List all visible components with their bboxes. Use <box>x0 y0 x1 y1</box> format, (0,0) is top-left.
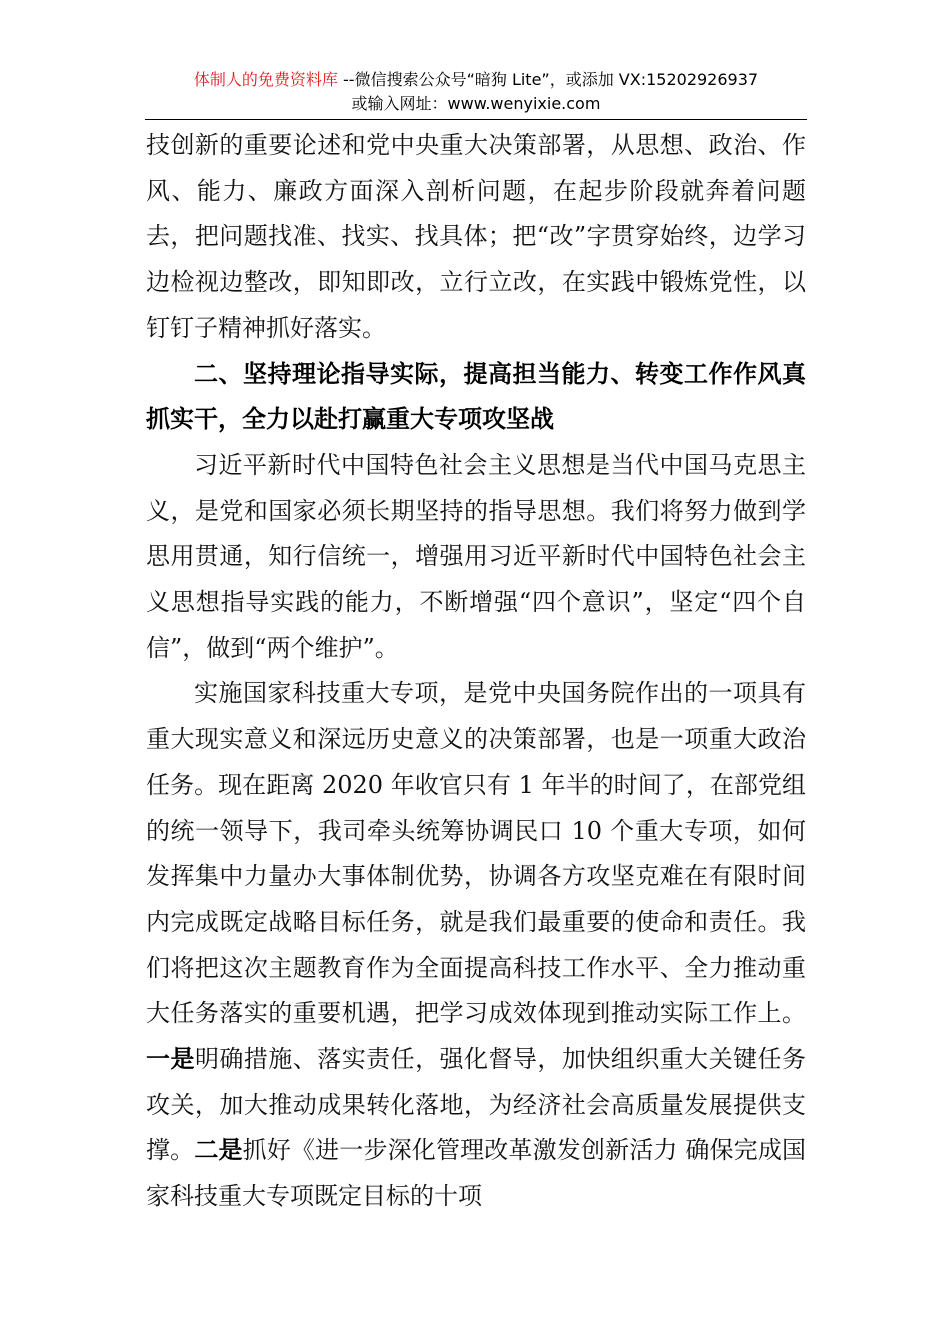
section-heading: 二、坚持理论指导实际，提高担当能力、转变工作作风真抓实干，全力以赴打赢重大专项攻坚战 <box>146 359 806 434</box>
paragraph-2-text-b: 明确措施、落实责任，强化督导，加快组织重大关键任务攻关，加大推动成果转化落地，为经济社会高质量发展提供支撑。 <box>146 1045 807 1165</box>
header-divider <box>145 119 807 120</box>
header-line-1 <box>145 68 807 92</box>
paragraph-2-text-a: 实施国家科技重大专项，是党中央国务院作出的一项具有重大现实意义和深远历史意义的决策部署，也是一项重大政治任务。现在距离 2020 年收官只有 1 年半的时间了，在部党组的统一领导下，我司牵头统筹协调民口 10 个重大专项，如何发挥集中力量办大事体制优势，协调各方攻坚克难在有限时间内完成既定战略目标任务，就是我们最重要的使命和责任。我们将把这次主题教育作为全面提高科技工作水平、全力推动重大任务落实的重要机遇，把学习成效体现到推动实际工作上。 <box>146 679 806 1028</box>
document-body <box>146 123 806 1220</box>
paragraph-continued: 技创新的重要论述和党中央重大决策部署，从思想、政治、作风、能力、廉政方面深入剖析问题，在起步阶段就奔着问题去，把问题找准、找实、找具体；把“改”字贯穿始终，边学习边检视边整改，即知即改，立行立改，在实践中锻炼党性，以钉钉子精神抓好落实。 <box>146 131 806 342</box>
paragraph-2-text-c: 抓好《进一步深化管理改革激发创新活力 确保完成国家科技重大专项既定目标的十项 <box>146 1136 806 1211</box>
header-line-2: 或输入网址：www.wenyixie.com <box>351 94 601 113</box>
paragraph-1: 习近平新时代中国特色社会主义思想是当代中国马克思主义，是党和国家必须长期坚持的指导思想。我们将努力做到学思用贯通，知行信统一，增强用习近平新时代中国特色社会主义思想指导实践的能力，不断增强“四个意识”，坚定“四个自信”，做到“两个维护”。 <box>146 450 806 662</box>
header-brand: 体制人的免费资料库 <box>193 70 338 89</box>
header-promo-text: --微信搜索公众号“暗狗 Lite”，或添加 VX:15202926937 <box>337 70 759 89</box>
bold-marker-1: 一是 <box>146 1045 195 1074</box>
paragraph-2 <box>146 671 806 1219</box>
bold-marker-2: 二是 <box>194 1136 243 1165</box>
watermark-header <box>145 68 807 116</box>
